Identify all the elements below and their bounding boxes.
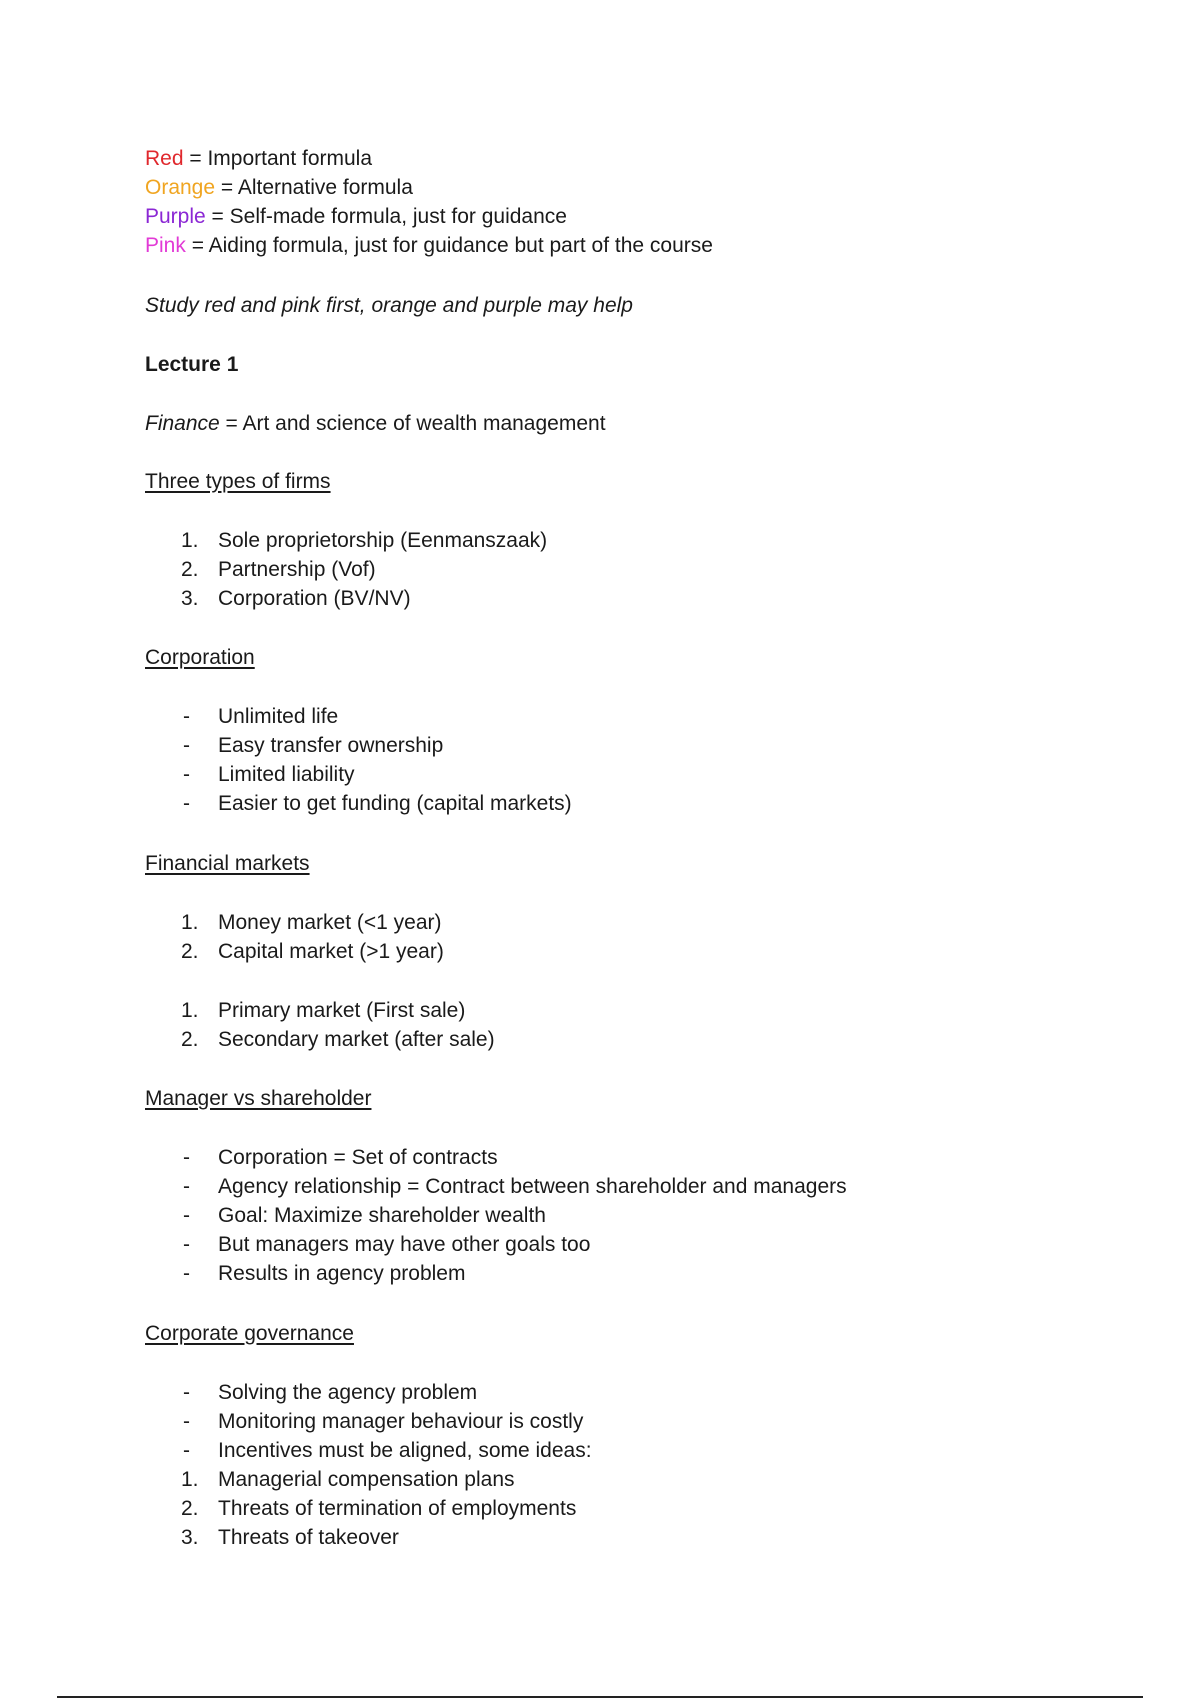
legend-desc: = Alternative formula <box>215 176 413 199</box>
list-number: 1. <box>181 1468 199 1491</box>
list-item-text: Unlimited life <box>218 705 339 728</box>
color-legend <box>145 144 713 260</box>
legend-key: Pink <box>145 234 186 257</box>
list-number: 2. <box>181 1028 199 1051</box>
list-item-text: Goal: Maximize shareholder wealth <box>218 1204 546 1227</box>
list-item-text: Solving the agency problem <box>218 1381 478 1404</box>
section-heading-corporate-governance: Corporate governance <box>145 1322 354 1345</box>
section-heading-corporation: Corporation <box>145 646 255 669</box>
list-item-text: Limited liability <box>218 763 355 786</box>
bullet-dash: - <box>183 734 190 757</box>
legend-key: Orange <box>145 176 216 199</box>
legend-desc: = Aiding formula, just for guidance but part of the course <box>185 234 713 257</box>
legend-purple <box>145 202 713 231</box>
list-number: 3. <box>181 1526 199 1549</box>
list-item-text: Incentives must be aligned, some ideas: <box>218 1439 592 1462</box>
list-item-text: Corporation = Set of contracts <box>218 1146 498 1169</box>
finance-definition <box>145 409 606 438</box>
list-item-text: Easier to get funding (capital markets) <box>218 792 572 815</box>
legend-red <box>145 144 713 173</box>
list-item-text: Agency relationship = Contract between shareholder and managers <box>218 1175 847 1198</box>
finance-term: Finance <box>145 412 220 435</box>
bullet-dash: - <box>183 1146 190 1169</box>
list-item-text: Secondary market (after sale) <box>218 1028 495 1051</box>
study-note: Study red and pink first, orange and purple may help <box>145 294 633 317</box>
page-bottom-rule <box>57 1696 1143 1698</box>
bullet-dash: - <box>183 763 190 786</box>
list-number: 1. <box>181 911 199 934</box>
bullet-dash: - <box>183 1175 190 1198</box>
list-item-text: Results in agency problem <box>218 1262 466 1285</box>
list-item-text: Managerial compensation plans <box>218 1468 515 1491</box>
list-number: 3. <box>181 587 199 610</box>
legend-key: Red <box>145 147 184 170</box>
list-number: 2. <box>181 1497 199 1520</box>
section-heading-three-types: Three types of firms <box>145 470 331 493</box>
list-item-text: Money market (<1 year) <box>218 911 442 934</box>
list-item-text: Sole proprietorship (Eenmanszaak) <box>218 529 548 552</box>
legend-desc: = Self-made formula, just for guidance <box>205 205 567 228</box>
list-item-text: Easy transfer ownership <box>218 734 444 757</box>
bullet-dash: - <box>183 1439 190 1462</box>
bullet-dash: - <box>183 1233 190 1256</box>
list-number: 1. <box>181 529 199 552</box>
bullet-dash: - <box>183 1410 190 1433</box>
finance-desc: = Art and science of wealth management <box>219 412 606 435</box>
legend-orange <box>145 173 713 202</box>
bullet-dash: - <box>183 1381 190 1404</box>
list-item-text: Threats of takeover <box>218 1526 399 1549</box>
list-number: 1. <box>181 999 199 1022</box>
list-item-text: Corporation (BV/NV) <box>218 587 411 610</box>
lecture-title: Lecture 1 <box>145 353 239 376</box>
legend-desc: = Important formula <box>183 147 373 170</box>
list-item-text: Partnership (Vof) <box>218 558 376 581</box>
bullet-dash: - <box>183 1262 190 1285</box>
list-item-text: Primary market (First sale) <box>218 999 466 1022</box>
list-item-text: Threats of termination of employments <box>218 1497 577 1520</box>
bullet-dash: - <box>183 705 190 728</box>
legend-pink <box>145 231 713 260</box>
bullet-dash: - <box>183 1204 190 1227</box>
list-item-text: Monitoring manager behaviour is costly <box>218 1410 584 1433</box>
list-number: 2. <box>181 558 199 581</box>
list-number: 2. <box>181 940 199 963</box>
legend-key: Purple <box>145 205 206 228</box>
section-heading-financial-markets: Financial markets <box>145 852 310 875</box>
bullet-dash: - <box>183 792 190 815</box>
list-item-text: But managers may have other goals too <box>218 1233 591 1256</box>
section-heading-manager-vs-shareholder: Manager vs shareholder <box>145 1087 372 1110</box>
list-item-text: Capital market (>1 year) <box>218 940 444 963</box>
